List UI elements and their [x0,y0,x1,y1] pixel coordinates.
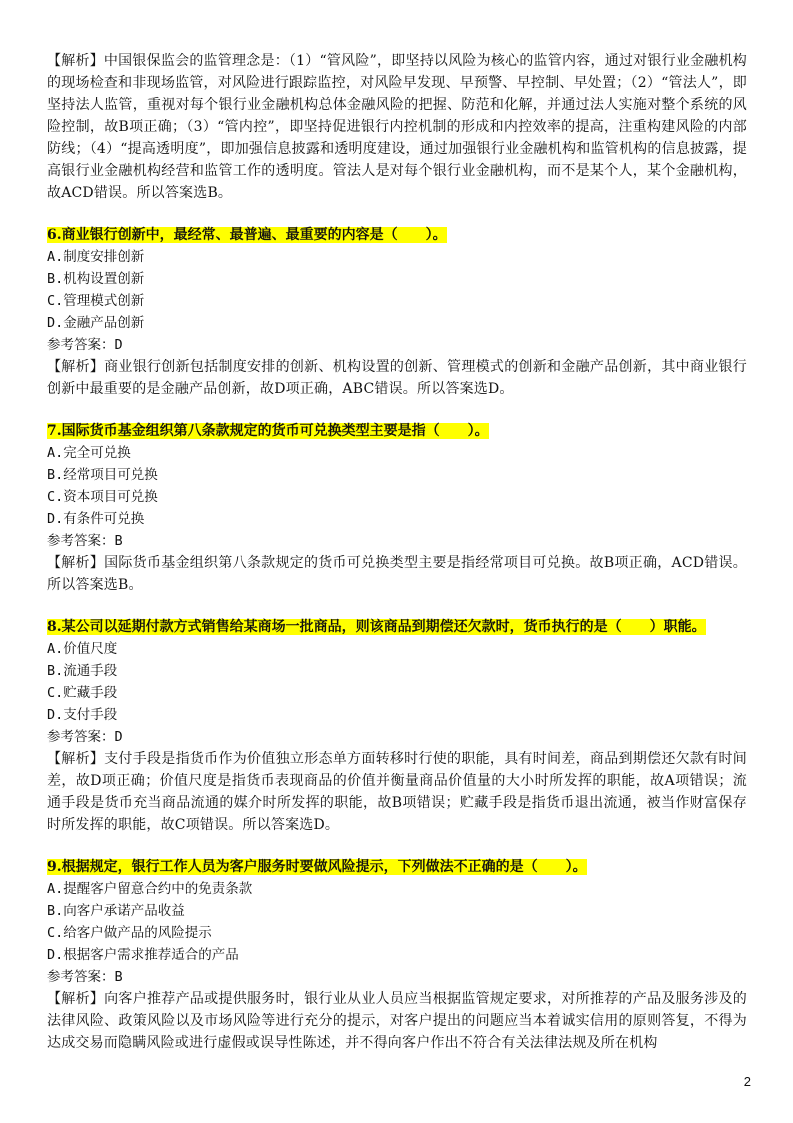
option-d: D.金融产品创新 [47,315,145,331]
question-stem: 6.商业银行创新中，最经常、最普遍、最重要的内容是（ ）。 [47,227,447,243]
option-b: B.流通手段 [47,663,118,679]
option-a: A.完全可兑换 [47,445,131,461]
option-a: A.提醒客户留意合约中的免责条款 [47,881,253,897]
option-d: D.支付手段 [47,707,118,723]
question-stem: 7.国际货币基金组织第八条款规定的货币可兑换类型主要是指（ ）。 [47,423,489,439]
option-b: B.向客户承诺产品收益 [47,903,185,919]
explanation: 【解析】向客户推荐产品或提供服务时，银行业从业人员应当根据监管规定要求，对所推荐的产品及服务涉及的法律风险、政策风险以及市场风险等进行充分的提示，对客户提出的问题应当本着诚实信用的原则答复，不得为达成交易而隐瞒风险或进行虚假或误导性陈述，并不得向客户作出不符合有关法律法规及所在机构 [47,991,747,1051]
option-d: D.根据客户需求推荐适合的产品 [47,947,239,963]
option-b: B.经常项目可兑换 [47,467,158,483]
option-c: C.给客户做产品的风险提示 [47,925,212,941]
intro-explanation: 【解析】中国银保监会的监管理念是：（1）“管风险”，即坚持以风险为核心的监管内容，通过对银行业金融机构的现场检查和非现场监管，对风险进行跟踪监控，对风险早发现、早预警、早控制、早处置；（2）“管法人”，即坚持法人监管，重视对每个银行业金融机构总体金融风险的把握、防范和化解，并通过法人实施对整个系统的风险控制，故B项正确；（3）“管内控”，即坚持促进银行内控机制的形成和内控效率的提高，注重构建风险的内部防线；（4）“提高透明度”，即加强信息披露和透明度建设，通过加强银行业金融机构和监管机构的信息披露，提高银行业金融机构经营和监管工作的透明度。管法人是对每个银行业金融机构，而不是某个人，某个金融机构，故ACD错误。所以答案选B。 [47,53,747,201]
document-page [47,50,747,1054]
reference-answer: 参考答案：B [47,969,123,985]
explanation: 【解析】商业银行创新包括制度安排的创新、机构设置的创新、管理模式的创新和金融产品创新，其中商业银行创新中最重要的是金融产品创新，故D项正确，ABC错误。所以答案选D。 [47,359,747,397]
option-d: D.有条件可兑换 [47,511,145,527]
question-block [47,856,747,1054]
question-block [47,420,747,596]
option-c: C.资本项目可兑换 [47,489,158,505]
question-stem: 8.某公司以延期付款方式销售给某商场一批商品，则该商品到期偿还欠款时，货币执行的是（ ）职能。 [47,619,706,635]
question-block [47,616,747,836]
reference-answer: 参考答案：D [47,729,123,745]
reference-answer: 参考答案：B [47,533,123,549]
option-a: A.制度安排创新 [47,249,145,265]
question-stem: 9.根据规定，银行工作人员为客户服务时要做风险提示，下列做法不正确的是（ ）。 [47,859,587,875]
reference-answer: 参考答案：D [47,337,123,353]
option-a: A.价值尺度 [47,641,118,657]
explanation: 【解析】支付手段是指货币作为价值独立形态单方面转移时行使的职能，具有时间差，商品到期偿还欠款有时间差，故D项正确；价值尺度是指货币表现商品的价值并衡量商品价值量的大小时所发挥的职能，故A项错误；流通手段是货币充当商品流通的媒介时所发挥的职能，故B项错误；贮藏手段是指货币退出流通，被当作财富保存时所发挥的职能，故C项错误。所以答案选D。 [47,751,747,833]
explanation: 【解析】国际货币基金组织第八条款规定的货币可兑换类型主要是指经常项目可兑换。故B项正确，ACD错误。所以答案选B。 [47,555,747,593]
option-c: C.管理模式创新 [47,293,145,309]
question-block [47,224,747,400]
option-b: B.机构设置创新 [47,271,145,287]
page-number: 2 [743,1074,751,1089]
option-c: C.贮藏手段 [47,685,118,701]
